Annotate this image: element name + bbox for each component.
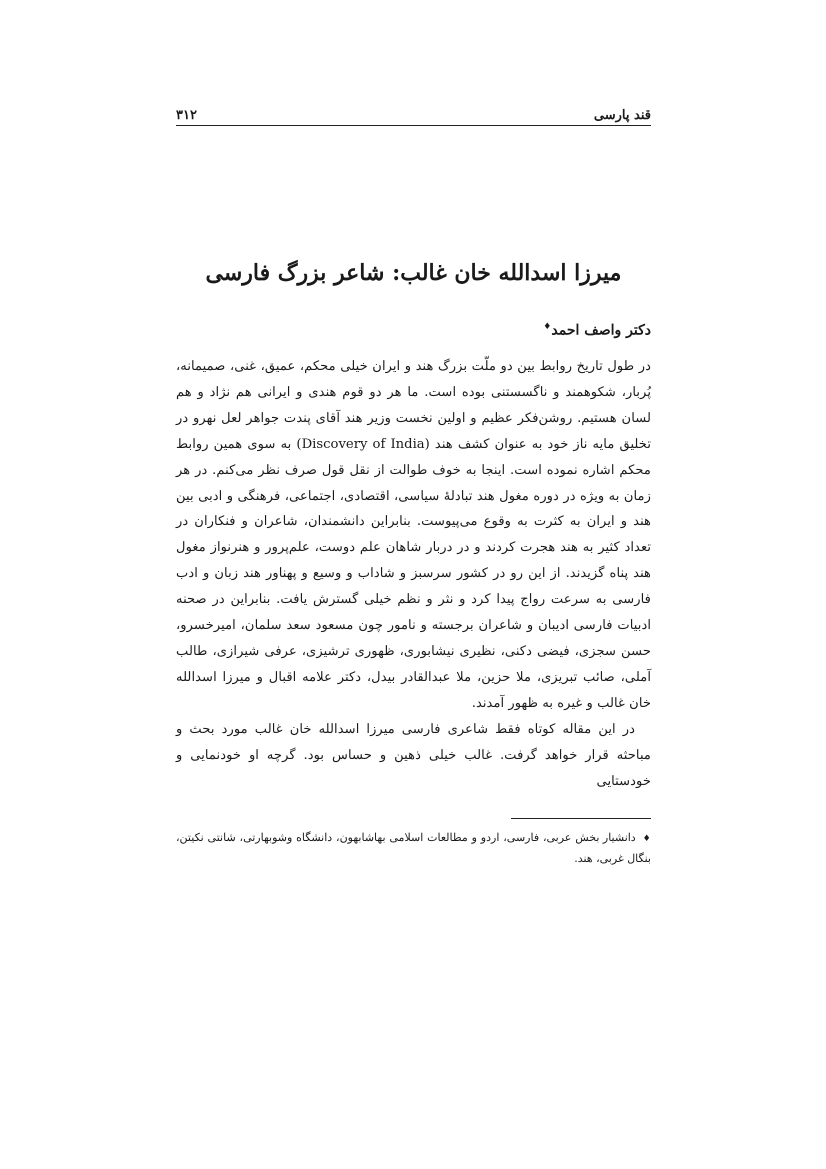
footnote-text: دانشیار بخش عربی، فارسی، اردو و مطالعات اسلامی بهاشابهون، دانشگاه وشوبهارتی، شانتی نکیتن، بنگال غربی، هند. bbox=[176, 831, 651, 865]
running-header bbox=[176, 100, 651, 126]
author-name: دکتر واصف احمد bbox=[551, 322, 651, 339]
journal-name: قند پارسی bbox=[593, 108, 651, 123]
footnote-mark: ♦ bbox=[642, 834, 652, 844]
article-title: میرزا اسدالله خان غالب: شاعر بزرگ فارسی bbox=[205, 260, 622, 286]
article-body bbox=[176, 354, 651, 794]
footnote-divider bbox=[511, 818, 651, 819]
page-number: ۳۱۲ bbox=[176, 108, 197, 123]
author-footnote-mark: ♦ bbox=[543, 322, 552, 332]
footnote bbox=[176, 828, 651, 869]
body-paragraph: در طول تاریخ روابط بین دو ملّت بزرگ هند و ایران خیلی محکم، عمیق، غنی، صمیمانه، پُربار، شکوهمند و ناگسستنی بوده است. ما هر دو قوم هندی و ایرانی هم نژاد و هم لسان هستیم. روشن‌فکر عظیم و اولین نخست وزیر هند آقای پندت جواهر لعل نهرو در تخلیق مایه ناز خود به عنوان کشف هند (Discovery of India) به سوی همین روابط محکم اشاره نموده است. اینجا به خوف طوالت از نقل قول صرف نظر می‌کنم. در هر زمان به ویژه در دوره مغول هند تبادلهٔ سیاسی، اقتصادی، اجتماعی، فرهنگی و ادبی بین هند و ایران به کثرت به وقوع می‌پیوست. بنابراین دانشمندان، شاعران و فنکاران در تعداد کثیر به هند هجرت کردند و در دربار شاهان علم دوست، علم‌پرور و هنرنواز مغول هند پناه گزیدند. از این رو در کشور سرسبز و شاداب و وسیع و پهناور هند زبان و ادب فارسی به سرعت رواج پیدا کرد و نثر و نظم خیلی گسترش یافت. بنابراین در صحنه ادبیات فارسی ادیبان و شاعران برجسته و نامور چون مسعود سعد سلمان، امیرخسرو، حسن سجزی، فیضی دکنی، نظیری نیشابوری، ظهوری ترشیزی، عرفی شیرازی، طالب آملی، صائب تبریزی، ملا حزین، ملا عبدالقادر بیدل، دکتر علامه اقبال و میرزا اسدالله خان غالب و غیره به ظهور آمدند. bbox=[176, 359, 651, 711]
author-line bbox=[543, 322, 651, 339]
body-paragraph: در این مقاله کوتاه فقط شاعری فارسی میرزا اسدالله خان غالب مورد بحث و مباحثه قرار خواهد گرفت. غالب خیلی ذهین و حساس بود. گرچه او خودنمایی و خودستایی bbox=[176, 721, 651, 789]
